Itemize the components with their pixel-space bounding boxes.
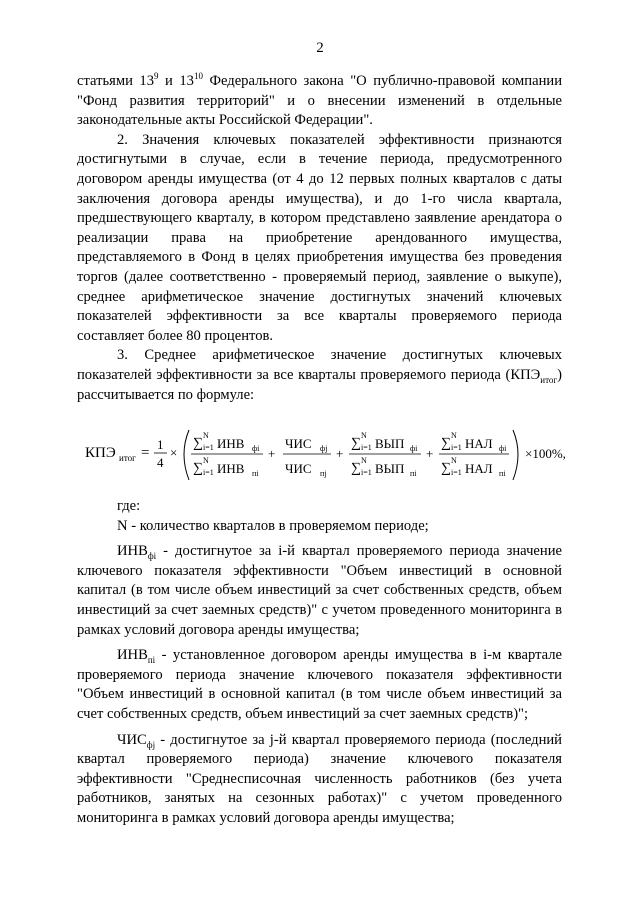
n-definition: N - количество кварталов в проверяемом периоде; [117, 517, 429, 534]
formula-tail: ×100%, [525, 446, 566, 461]
chis-denominator: ЧИС [285, 461, 312, 476]
page-number: 2 [316, 40, 324, 56]
vyp-numerator: ВЫП [375, 436, 405, 451]
paragraph-3: 3. Среднее арифметическое значение достигнутых ключевых показателей эффективности за все кварталы проверяемого периода $(КПЭ_{итог})$ рассчитывается по формуле: [77, 347, 562, 403]
sum-upper-4n: N [451, 431, 457, 440]
paragraph-2: 2. Значения ключевых показателей эффективности признаются достигнутыми в случае, если в течение периода, предусмотренного договором аренды имущества (от 4 до 12 первых полных кварталов с даты заключения договора аренды имущества), и до 1-го числа квартала, предшествующего кварталу, в котором представлено заявление арендатора о реализации права на приобретение арендованного имущества, представляемого в Фонд в целях приобретения имущества без проведения торгов (далее соответственно - проверяемый период, заявление о выкупе), среднее арифметическое значение достигнутых значений ключевых показателей эффективности за все кварталы проверяемого периода составляет более 80 процентов. [77, 131, 562, 344]
sum-sign-4d: ∑ [441, 461, 451, 476]
inv-sub-pi: пi [252, 469, 259, 478]
paragraph-continuation: статьями $13^9$ и $13^{10}$ Федерального закона "О публично-правовой компании "Фонд развития территорий" и о внесении изменений в отдельные законодательные акты Российской Федерации". [77, 71, 563, 129]
inv-denominator: ИНВ [217, 461, 245, 476]
inv-numerator: ИНВ [217, 436, 245, 451]
sum-lower-3d: i=1 [361, 468, 372, 477]
formula-lhs: КПЭ [85, 445, 116, 461]
sum-lower-3n: i=1 [361, 443, 372, 452]
formula-times: × [170, 445, 178, 460]
sum-upper-4d: N [451, 456, 457, 465]
sum-upper-3n: N [361, 431, 367, 440]
sum-sign-4n: ∑ [441, 436, 451, 451]
right-paren [513, 430, 518, 480]
inv-fi-definition: $ИНВ_{фi}$ - достигнутое за i-й квартал проверяемого периода значение ключевого показателя эффективности "Объем инвестиций в основной капитал (в том числе объем инвестиций за счет собственных средств, объем инвестиций за счет заемных средств)" с учетом проведенного мониторинга в рамках условий договора аренды имущества; [77, 543, 562, 638]
sum-lower-1n: i=1 [203, 443, 214, 452]
sum-sign-1n: ∑ [193, 436, 203, 451]
left-paren [184, 430, 189, 480]
sum-upper-3d: N [361, 456, 367, 465]
body-text [77, 72, 562, 405]
formula-lhs-sub: итог [119, 453, 136, 463]
inv-sub-fi: фi [252, 444, 260, 453]
where-label: где: [117, 498, 141, 514]
sum-sign-3d: ∑ [351, 461, 361, 476]
sum-lower-4n: i=1 [451, 443, 462, 452]
inv-pi-definition: $ИНВ_{пi}$ - установленное договором аренды имущества в i-м квартале проверяемого периода значение ключевого показателя эффективности "Объем инвестиций в основной капитал (в том числе объем инвестиций за счет собственных средств, объем инвестиций за счет заемных средств)"; [77, 647, 562, 722]
nal-sub-pi: пi [499, 469, 506, 478]
kpi-formula [85, 424, 605, 500]
nal-numerator: НАЛ [465, 436, 493, 451]
formula-svg [85, 424, 605, 500]
vyp-sub-pi: пi [410, 469, 417, 478]
definitions [77, 497, 562, 829]
plus-1: + [268, 446, 276, 461]
coef-denominator: 4 [157, 455, 164, 470]
chis-numerator: ЧИС [285, 436, 312, 451]
chis-fj-definition: $ЧИС_{фj}$ - достигнутое за j-й квартал проверяемого периода (последний квартал проверяемого периода) значение ключевого показателя эффективности "Среднесписочная численность работников (без учета работников, занятых на сезонных работах)" с учетом проведенного мониторинга в рамках условий договора аренды имущества; [77, 731, 562, 826]
sum-upper-1n: N [203, 431, 209, 440]
vyp-sub-fi: фi [410, 444, 418, 453]
formula-equals: = [141, 445, 150, 461]
nal-sub-fi: фi [499, 444, 507, 453]
chis-sub-nj: пj [320, 469, 327, 478]
sum-sign-1d: ∑ [193, 461, 203, 476]
plus-3: + [426, 446, 434, 461]
sum-lower-1d: i=1 [203, 468, 214, 477]
sum-upper-1d: N [203, 456, 209, 465]
sum-sign-3n: ∑ [351, 436, 361, 451]
chis-sub-fj: фj [320, 444, 328, 453]
plus-2: + [336, 446, 344, 461]
sum-lower-4d: i=1 [451, 468, 462, 477]
vyp-denominator: ВЫП [375, 461, 405, 476]
nal-denominator: НАЛ [465, 461, 493, 476]
coef-numerator: 1 [157, 437, 164, 452]
